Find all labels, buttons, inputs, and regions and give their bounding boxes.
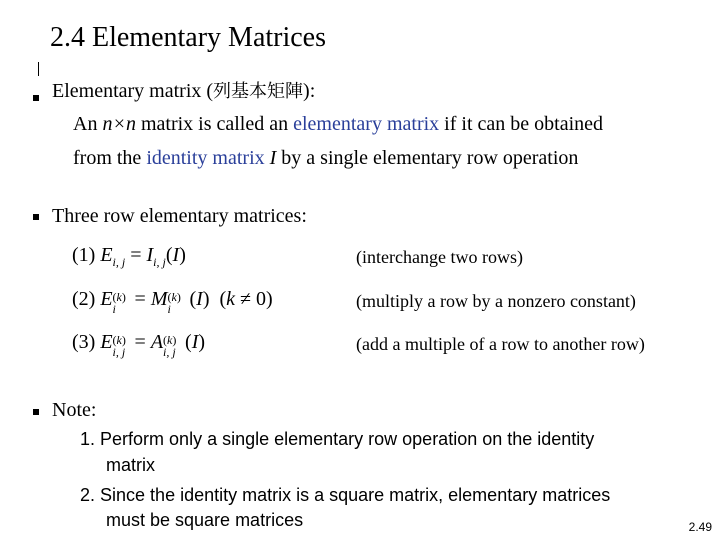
- bullet-marker: [33, 409, 39, 415]
- page-number: 2.49: [688, 520, 712, 534]
- note-1-number: 1.: [80, 429, 96, 449]
- equation-2-number: (2): [72, 288, 96, 310]
- definition-text: An: [73, 113, 103, 135]
- note-heading: Note:: [52, 399, 97, 421]
- note-2-continuation: must be square matrices: [106, 510, 304, 530]
- bullet-2-heading: Three row elementary matrices:: [52, 205, 307, 227]
- definition-text: by a single elementary row operation: [276, 147, 579, 169]
- equation-2: (2) E (k) i = M (k) i (I) (k ≠ 0): [72, 288, 273, 316]
- equation-1: (1) $E_{i, j} = I_{i, j}(I)$: [72, 244, 186, 269]
- equation-1-number: (1): [72, 244, 96, 266]
- note-2: [80, 482, 610, 508]
- bullet-1-definition-line-2: [73, 143, 578, 173]
- term-elementary-matrix: elementary matrix: [293, 113, 440, 135]
- equation-1-description: (interchange two rows): [356, 247, 523, 267]
- note-2-number: 2.: [80, 485, 96, 505]
- equation-3: (3) E (k) i, j = A (k) i, j (I): [72, 331, 206, 359]
- definition-text: matrix is called an: [135, 113, 294, 135]
- title-divider: [38, 62, 39, 76]
- bullet-1-lead-close: ):: [303, 80, 316, 102]
- bullet-1-lead: Elementary matrix (: [52, 80, 214, 102]
- note-1: [80, 426, 594, 452]
- term-identity-matrix: identity matrix: [146, 147, 265, 169]
- equation-2-description: (multiply a row by a nonzero constant): [356, 291, 636, 311]
- equation-3-description: (add a multiple of a row to another row): [356, 334, 645, 354]
- slide-title: 2.4 Elementary Matrices: [50, 22, 327, 53]
- bullet-1-heading: [52, 76, 315, 107]
- note-1-continuation: matrix: [106, 455, 155, 475]
- bullet-marker: [33, 95, 39, 101]
- identity-variable: I: [264, 147, 277, 169]
- bullet-1-definition-line-1: [73, 109, 603, 139]
- definition-text: if it can be obtained: [439, 113, 603, 135]
- bullet-marker: [33, 214, 39, 220]
- bullet-1-chinese-term: 列基本矩陣: [213, 81, 304, 102]
- equation-3-number: (3): [72, 331, 96, 353]
- note-2-line-1: Since the identity matrix is a square matrix, elementary matrices: [100, 485, 611, 505]
- definition-text: from the: [73, 147, 147, 169]
- note-1-line-1: Perform only a single elementary row operation on the identity: [100, 429, 595, 449]
- definition-size-variable: n×n: [102, 113, 136, 135]
